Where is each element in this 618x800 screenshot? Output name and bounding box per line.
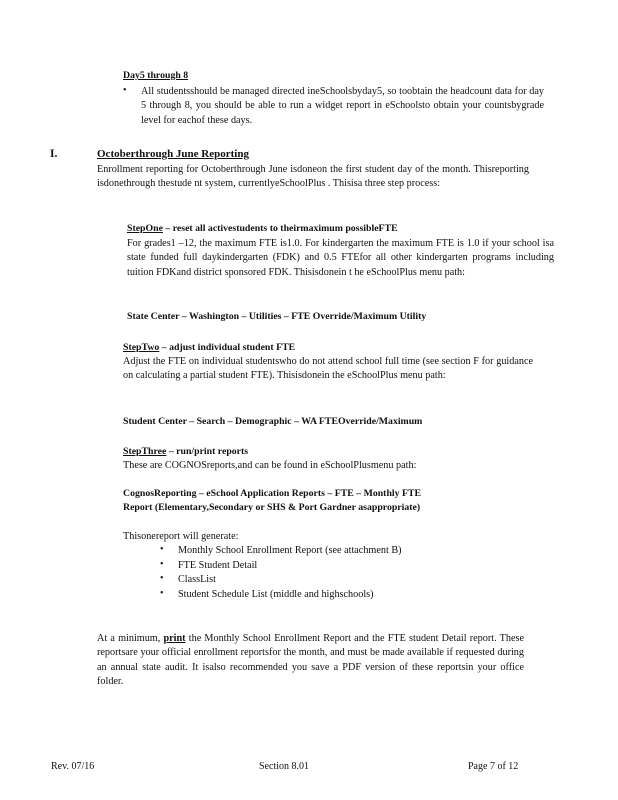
bullet-icon: • — [160, 559, 164, 570]
report-list-item: FTE Student Detail — [178, 560, 258, 571]
bullet-icon: • — [160, 573, 164, 584]
closing-post: the Monthly School Enrollment Report and the FTE student Detail report. These reportsare your official enrollment reportsfor the month, and must be made available if requested during an annual state audit. It isalso recommended you save a PDF version of these reportsin your office folder. — [97, 633, 524, 688]
footer-section: Section 8.01 — [259, 761, 309, 772]
step-one-label: StepOne — [127, 223, 163, 234]
closing-print-word: print — [163, 633, 186, 644]
day5-heading: Day5 through 8 — [123, 70, 189, 81]
step-three-title: – run/print reports — [168, 446, 249, 457]
section-heading: Octoberthrough June Reporting — [97, 148, 249, 160]
report-list-item: ClassList — [178, 574, 216, 585]
step-one-menu-path: State Center – Washington – Utilities – FTE Override/Maximum Utility — [127, 311, 427, 322]
step-one-body: For grades1 –12, the maximum FTE is1.0. For kindergarten the maximum FTE is 1.0 if your school isa state funded full daykindergarten (FDK) and 0.5 FTEfor all other kindergarten programs including tuition FDKand district sponsored FDK. Thisisdonein t he eSchoolPlus menu path: — [127, 238, 554, 278]
bullet-icon: • — [160, 544, 164, 555]
section-intro: Enrollment reporting for Octoberthrough June isdoneon the first student day of the month. Thisreporting isdonethrough thestude nt system, currentlyeSchoolPlus . Thisisa three step process: — [97, 164, 529, 190]
step-two-title: – adjust individual student FTE — [161, 342, 296, 353]
step-two-body: Adjust the FTE on individual studentswho do not attend school full time (see section F for guidance on calculating a partial student FTE). Thisisdonein the eSchoolPlus menu path: — [123, 356, 533, 382]
day5-bullet-text: All studentsshould be managed directed ineSchoolsbyday5, so toobtain the headcount data for day 5 through 8, you should be able to run a widget report in eSchoolsto obtain your countsbygrade level for eachof these days. — [141, 86, 544, 126]
step-three-menu-path-line1: CognosReporting – eSchool Application Reports – FTE – Monthly FTE — [123, 488, 422, 499]
step-three-header — [123, 445, 533, 459]
step-one-header — [127, 222, 554, 236]
step-three-label: StepThree — [123, 446, 167, 457]
footer-page-number: Page 7 of 12 — [468, 761, 519, 772]
generate-intro: Thisonereport will generate: — [123, 531, 239, 542]
section-numeral: I. — [50, 148, 58, 160]
step-three-menu-path-line2: Report (Elementary,Secondary or SHS & Port Gardner asappropriate) — [123, 502, 421, 513]
report-list-item: Student Schedule List (middle and highschools) — [178, 589, 374, 600]
bullet-icon: • — [160, 588, 164, 599]
step-three-body: These are COGNOSreports,and can be found in eSchoolPlusmenu path: — [123, 460, 417, 471]
step-two-header — [123, 341, 533, 355]
closing-pre: At a minimum, — [97, 633, 161, 644]
step-one-title: – reset all activestudents to theirmaximum possibleFTE — [165, 223, 398, 234]
footer-revision: Rev. 07/16 — [51, 761, 95, 772]
bullet-icon: • — [123, 85, 127, 96]
step-two-menu-path: Student Center – Search – Demographic – WA FTEOverride/Maximum — [123, 416, 423, 427]
report-list-item: Monthly School Enrollment Report (see attachment B) — [178, 545, 402, 556]
closing-paragraph — [97, 632, 524, 690]
step-two-label: StepTwo — [123, 342, 160, 353]
